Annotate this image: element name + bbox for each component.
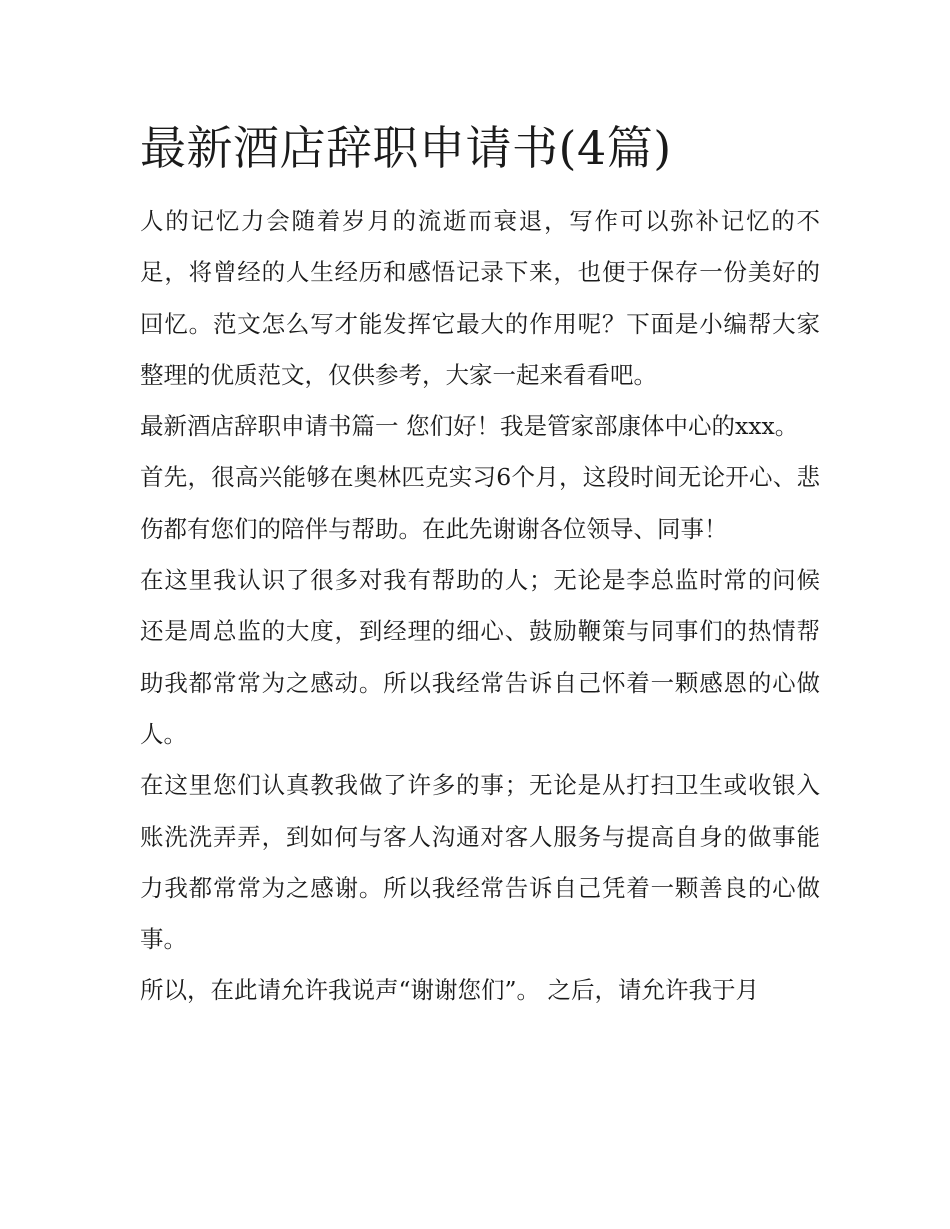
intro-paragraph: 人的记忆力会随着岁月的流逝而衰退，写作可以弥补记忆的不足，将曾经的人生经历和感悟记录下来，也便于保存一份美好的回忆。范文怎么写才能发挥它最大的作用呢？下面是小编帮大家整理的优质范文，仅供参考，大家一起来看看吧。 — [140, 207, 820, 389]
body-paragraph: 首先，很高兴能够在奥林匹克实习6个月，这段时间无论开心、悲伤都有您们的陪伴与帮助。在此先谢谢各位领导、同事！ — [140, 463, 820, 543]
body-paragraph: 所以，在此请允许我说声“谢谢您们”。 之后，请允许我于月 — [140, 976, 759, 1005]
document-title: 最新酒店辞职申请书(4篇) — [140, 121, 672, 175]
document-body — [140, 196, 820, 1017]
letter-greeting-paragraph: 最新酒店辞职申请书篇一 您们好！我是管家部康体中心的xxx。 — [140, 412, 799, 441]
body-paragraph: 在这里您们认真教我做了许多的事；无论是从打扫卫生或收银入账洗洗弄弄，到如何与客人沟通对客人服务与提高自身的做事能力我都常常为之感谢。所以我经常告诉自己凭着一颗善良的心做事。 — [140, 771, 820, 954]
body-paragraph: 在这里我认识了很多对我有帮助的人；无论是李总监时常的问候还是周总监的大度，到经理的细心、鼓励鞭策与同事们的热情帮助我都常常为之感动。所以我经常告诉自己怀着一颗感恩的心做人。 — [140, 566, 820, 748]
